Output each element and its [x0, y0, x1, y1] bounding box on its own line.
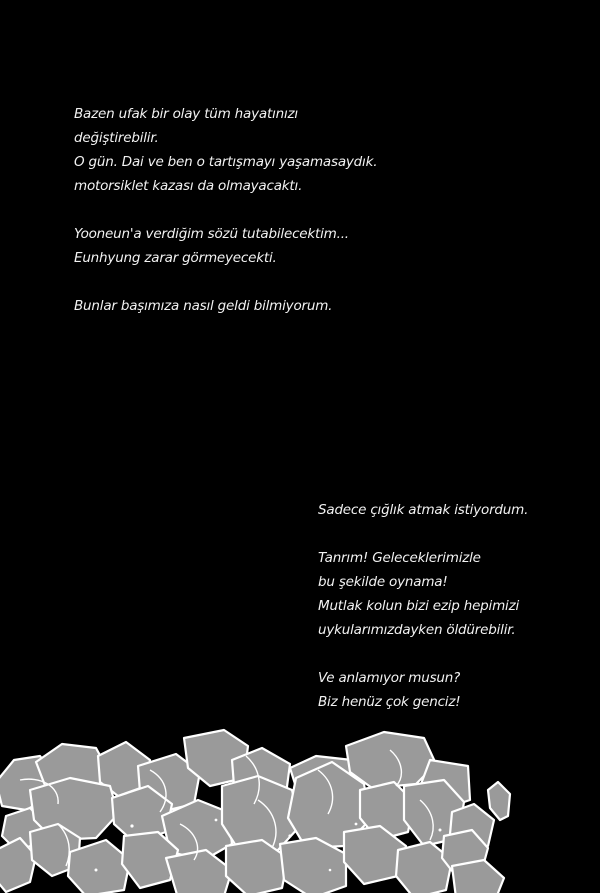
- narration-line: bu şekilde oynama!: [318, 574, 448, 590]
- narration-line: Biz henüz çok genciz!: [318, 694, 461, 710]
- narration-line: Tanrım! Geleceklerimizle: [318, 550, 481, 566]
- narration-bottom: [318, 498, 528, 714]
- rock-pile-illustration: [0, 720, 600, 893]
- narration-line: değiştirebilir.: [74, 130, 159, 146]
- narration-top: [74, 102, 377, 318]
- narration-line: Mutlak kolun bizi ezip hepimizi: [318, 598, 520, 614]
- narration-line: motorsiklet kazası da olmayacaktı.: [74, 178, 303, 194]
- narration-line: Sadece çığlık atmak istiyordum.: [318, 502, 529, 518]
- narration-line: Eunhyung zarar görmeyecekti.: [74, 250, 277, 266]
- narration-line: Yooneun'a verdiğim sözü tutabilecektim...: [74, 226, 349, 242]
- narration-line: uykularımızdayken öldürebilir.: [318, 622, 516, 638]
- narration-line: Bazen ufak bir olay tüm hayatınızı: [74, 106, 298, 122]
- narration-line: Bunlar başımıza nasıl geldi bilmiyorum.: [74, 298, 333, 314]
- narration-line: Ve anlamıyor musun?: [318, 670, 461, 686]
- narration-line: O gün. Dai ve ben o tartışmayı yaşamasaydık.: [74, 154, 378, 170]
